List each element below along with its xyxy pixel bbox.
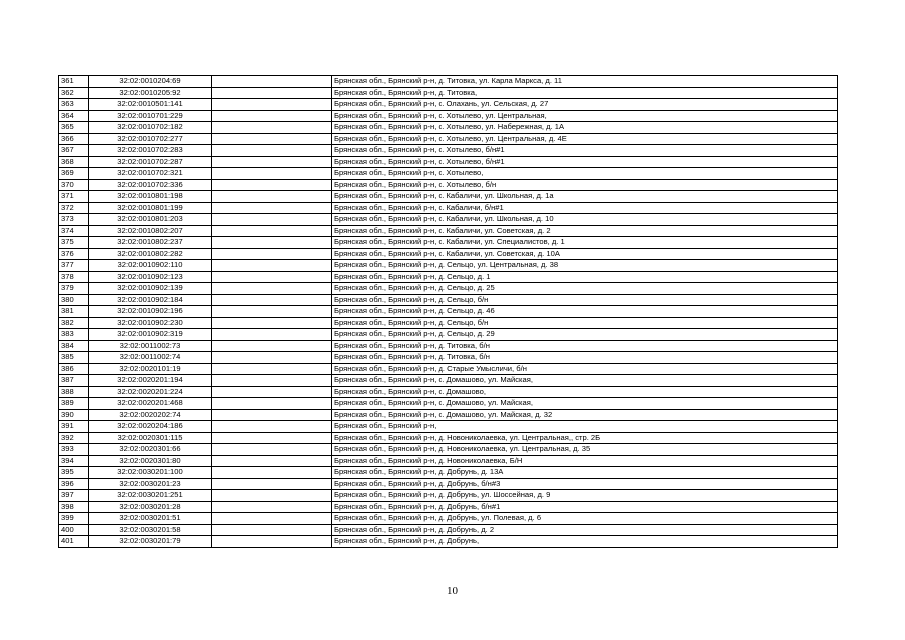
row-number-cell: 361 bbox=[59, 76, 89, 88]
address-cell: Брянская обл., Брянский р-н, д. Сельцо, д. 29 bbox=[332, 329, 838, 341]
table-row bbox=[59, 432, 838, 444]
table-row bbox=[59, 490, 838, 502]
table-row bbox=[59, 87, 838, 99]
empty-cell bbox=[212, 444, 332, 456]
empty-cell bbox=[212, 421, 332, 433]
row-number-cell: 374 bbox=[59, 225, 89, 237]
table-row bbox=[59, 202, 838, 214]
empty-cell bbox=[212, 237, 332, 249]
empty-cell bbox=[212, 478, 332, 490]
table-row bbox=[59, 478, 838, 490]
empty-cell bbox=[212, 375, 332, 387]
table-row bbox=[59, 133, 838, 145]
address-cell: Брянская обл., Брянский р-н, с. Хотылево, б/н#1 bbox=[332, 145, 838, 157]
row-number-cell: 384 bbox=[59, 340, 89, 352]
row-number-cell: 382 bbox=[59, 317, 89, 329]
row-number-cell: 379 bbox=[59, 283, 89, 295]
registry-table-body bbox=[59, 76, 838, 548]
empty-cell bbox=[212, 363, 332, 375]
address-cell: Брянская обл., Брянский р-н, с. Кабаличи, б/н#1 bbox=[332, 202, 838, 214]
table-row bbox=[59, 375, 838, 387]
cadastral-number-cell: 32:02:0010802:237 bbox=[89, 237, 212, 249]
cadastral-number-cell: 32:02:0030201:251 bbox=[89, 490, 212, 502]
address-cell: Брянская обл., Брянский р-н, д. Новониколаевка, ул. Центральная,, стр. 2Б bbox=[332, 432, 838, 444]
cadastral-number-cell: 32:02:0011002:73 bbox=[89, 340, 212, 352]
row-number-cell: 388 bbox=[59, 386, 89, 398]
cadastral-number-cell: 32:02:0030201:58 bbox=[89, 524, 212, 536]
empty-cell bbox=[212, 225, 332, 237]
cadastral-number-cell: 32:02:0010802:207 bbox=[89, 225, 212, 237]
cadastral-number-cell: 32:02:0010501:141 bbox=[89, 99, 212, 111]
address-cell: Брянская обл., Брянский р-н, д. Титовка, ул. Карла Маркса, д. 11 bbox=[332, 76, 838, 88]
row-number-cell: 363 bbox=[59, 99, 89, 111]
cadastral-number-cell: 32:02:0030201:51 bbox=[89, 513, 212, 525]
row-number-cell: 366 bbox=[59, 133, 89, 145]
address-cell: Брянская обл., Брянский р-н, с. Хотылево, ул. Центральная, д. 4Е bbox=[332, 133, 838, 145]
table-row bbox=[59, 214, 838, 226]
empty-cell bbox=[212, 76, 332, 88]
table-row bbox=[59, 421, 838, 433]
table-row bbox=[59, 260, 838, 272]
row-number-cell: 395 bbox=[59, 467, 89, 479]
row-number-cell: 378 bbox=[59, 271, 89, 283]
cadastral-number-cell: 32:02:0010801:203 bbox=[89, 214, 212, 226]
row-number-cell: 394 bbox=[59, 455, 89, 467]
row-number-cell: 389 bbox=[59, 398, 89, 410]
row-number-cell: 393 bbox=[59, 444, 89, 456]
cadastral-number-cell: 32:02:0010204:69 bbox=[89, 76, 212, 88]
empty-cell bbox=[212, 168, 332, 180]
cadastral-number-cell: 32:02:0011002:74 bbox=[89, 352, 212, 364]
address-cell: Брянская обл., Брянский р-н, д. Титовка, б/н bbox=[332, 352, 838, 364]
cadastral-number-cell: 32:02:0010205:92 bbox=[89, 87, 212, 99]
table-row bbox=[59, 340, 838, 352]
cadastral-number-cell: 32:02:0030201:23 bbox=[89, 478, 212, 490]
address-cell: Брянская обл., Брянский р-н, д. Сельцо, д. 25 bbox=[332, 283, 838, 295]
registry-table bbox=[58, 75, 838, 548]
address-cell: Брянская обл., Брянский р-н, с. Хотылево, б/н#1 bbox=[332, 156, 838, 168]
cadastral-number-cell: 32:02:0020301:66 bbox=[89, 444, 212, 456]
address-cell: Брянская обл., Брянский р-н, с. Домашово, ул. Майская, bbox=[332, 398, 838, 410]
cadastral-number-cell: 32:02:0020204:186 bbox=[89, 421, 212, 433]
cadastral-number-cell: 32:02:0010702:277 bbox=[89, 133, 212, 145]
empty-cell bbox=[212, 145, 332, 157]
table-row bbox=[59, 398, 838, 410]
table-row bbox=[59, 352, 838, 364]
address-cell: Брянская обл., Брянский р-н, с. Домашово, bbox=[332, 386, 838, 398]
address-cell: Брянская обл., Брянский р-н, д. Новониколаевка, Б/Н bbox=[332, 455, 838, 467]
empty-cell bbox=[212, 398, 332, 410]
table-row bbox=[59, 306, 838, 318]
cadastral-number-cell: 32:02:0010702:287 bbox=[89, 156, 212, 168]
address-cell: Брянская обл., Брянский р-н, с. Кабаличи, ул. Школьная, д. 1а bbox=[332, 191, 838, 203]
address-cell: Брянская обл., Брянский р-н, д. Новониколаевка, ул. Центральная, д. 35 bbox=[332, 444, 838, 456]
address-cell: Брянская обл., Брянский р-н, с. Кабаличи, ул. Советская, д. 2 bbox=[332, 225, 838, 237]
table-row bbox=[59, 110, 838, 122]
address-cell: Брянская обл., Брянский р-н, bbox=[332, 421, 838, 433]
row-number-cell: 385 bbox=[59, 352, 89, 364]
empty-cell bbox=[212, 271, 332, 283]
empty-cell bbox=[212, 133, 332, 145]
empty-cell bbox=[212, 317, 332, 329]
table-row bbox=[59, 179, 838, 191]
row-number-cell: 391 bbox=[59, 421, 89, 433]
table-row bbox=[59, 248, 838, 260]
empty-cell bbox=[212, 191, 332, 203]
table-row bbox=[59, 156, 838, 168]
empty-cell bbox=[212, 283, 332, 295]
empty-cell bbox=[212, 260, 332, 272]
table-row bbox=[59, 99, 838, 111]
table-row bbox=[59, 225, 838, 237]
row-number-cell: 372 bbox=[59, 202, 89, 214]
row-number-cell: 365 bbox=[59, 122, 89, 134]
cadastral-number-cell: 32:02:0030201:79 bbox=[89, 536, 212, 548]
empty-cell bbox=[212, 156, 332, 168]
row-number-cell: 377 bbox=[59, 260, 89, 272]
empty-cell bbox=[212, 501, 332, 513]
address-cell: Брянская обл., Брянский р-н, д. Добрунь, б/н#1 bbox=[332, 501, 838, 513]
table-row bbox=[59, 467, 838, 479]
address-cell: Брянская обл., Брянский р-н, д. Добрунь, ул. Шоссейная, д. 9 bbox=[332, 490, 838, 502]
row-number-cell: 381 bbox=[59, 306, 89, 318]
cadastral-number-cell: 32:02:0010701:229 bbox=[89, 110, 212, 122]
cadastral-number-cell: 32:02:0010902:139 bbox=[89, 283, 212, 295]
table-row bbox=[59, 455, 838, 467]
cadastral-number-cell: 32:02:0010702:283 bbox=[89, 145, 212, 157]
empty-cell bbox=[212, 214, 332, 226]
table-row bbox=[59, 294, 838, 306]
row-number-cell: 399 bbox=[59, 513, 89, 525]
address-cell: Брянская обл., Брянский р-н, д. Добрунь, д. 2 bbox=[332, 524, 838, 536]
empty-cell bbox=[212, 110, 332, 122]
empty-cell bbox=[212, 306, 332, 318]
cadastral-number-cell: 32:02:0010902:319 bbox=[89, 329, 212, 341]
cadastral-number-cell: 32:02:0010902:196 bbox=[89, 306, 212, 318]
cadastral-number-cell: 32:02:0020201:224 bbox=[89, 386, 212, 398]
table-row bbox=[59, 513, 838, 525]
table-row bbox=[59, 317, 838, 329]
address-cell: Брянская обл., Брянский р-н, д. Добрунь, bbox=[332, 536, 838, 548]
row-number-cell: 387 bbox=[59, 375, 89, 387]
empty-cell bbox=[212, 202, 332, 214]
table-row bbox=[59, 536, 838, 548]
table-row bbox=[59, 524, 838, 536]
empty-cell bbox=[212, 432, 332, 444]
address-cell: Брянская обл., Брянский р-н, д. Добрунь, ул. Полевая, д. 6 bbox=[332, 513, 838, 525]
address-cell: Брянская обл., Брянский р-н, д. Сельцо, б/н bbox=[332, 317, 838, 329]
row-number-cell: 383 bbox=[59, 329, 89, 341]
empty-cell bbox=[212, 340, 332, 352]
cadastral-number-cell: 32:02:0010902:123 bbox=[89, 271, 212, 283]
table-row bbox=[59, 409, 838, 421]
row-number-cell: 392 bbox=[59, 432, 89, 444]
empty-cell bbox=[212, 536, 332, 548]
row-number-cell: 397 bbox=[59, 490, 89, 502]
address-cell: Брянская обл., Брянский р-н, с. Хотылево, ул. Набережная, д. 1А bbox=[332, 122, 838, 134]
empty-cell bbox=[212, 87, 332, 99]
row-number-cell: 368 bbox=[59, 156, 89, 168]
address-cell: Брянская обл., Брянский р-н, с. Кабаличи, ул. Специалистов, д. 1 bbox=[332, 237, 838, 249]
address-cell: Брянская обл., Брянский р-н, д. Сельцо, д. 46 bbox=[332, 306, 838, 318]
table-row bbox=[59, 363, 838, 375]
row-number-cell: 369 bbox=[59, 168, 89, 180]
row-number-cell: 396 bbox=[59, 478, 89, 490]
address-cell: Брянская обл., Брянский р-н, с. Кабаличи, ул. Советская, д. 10А bbox=[332, 248, 838, 260]
row-number-cell: 371 bbox=[59, 191, 89, 203]
page-number: 10 bbox=[447, 585, 458, 597]
table-row bbox=[59, 122, 838, 134]
table-row bbox=[59, 237, 838, 249]
empty-cell bbox=[212, 179, 332, 191]
row-number-cell: 362 bbox=[59, 87, 89, 99]
table-row bbox=[59, 271, 838, 283]
address-cell: Брянская обл., Брянский р-н, д. Сельцо, ул. Центральная, д. 38 bbox=[332, 260, 838, 272]
cadastral-number-cell: 32:02:0010802:282 bbox=[89, 248, 212, 260]
cadastral-number-cell: 32:02:0010702:182 bbox=[89, 122, 212, 134]
cadastral-number-cell: 32:02:0010902:230 bbox=[89, 317, 212, 329]
empty-cell bbox=[212, 409, 332, 421]
address-cell: Брянская обл., Брянский р-н, д. Добрунь, д. 13А bbox=[332, 467, 838, 479]
row-number-cell: 390 bbox=[59, 409, 89, 421]
empty-cell bbox=[212, 490, 332, 502]
table-row bbox=[59, 76, 838, 88]
address-cell: Брянская обл., Брянский р-н, с. Хотылево, bbox=[332, 168, 838, 180]
table-row bbox=[59, 191, 838, 203]
table-row bbox=[59, 168, 838, 180]
table-row bbox=[59, 386, 838, 398]
row-number-cell: 380 bbox=[59, 294, 89, 306]
address-cell: Брянская обл., Брянский р-н, с. Олахань, ул. Сельская, д. 27 bbox=[332, 99, 838, 111]
cadastral-number-cell: 32:02:0020201:468 bbox=[89, 398, 212, 410]
cadastral-number-cell: 32:02:0020301:115 bbox=[89, 432, 212, 444]
row-number-cell: 401 bbox=[59, 536, 89, 548]
row-number-cell: 376 bbox=[59, 248, 89, 260]
empty-cell bbox=[212, 352, 332, 364]
address-cell: Брянская обл., Брянский р-н, д. Титовка, bbox=[332, 87, 838, 99]
address-cell: Брянская обл., Брянский р-н, с. Домашово, ул. Майская, bbox=[332, 375, 838, 387]
empty-cell bbox=[212, 122, 332, 134]
cadastral-number-cell: 32:02:0020301:80 bbox=[89, 455, 212, 467]
cadastral-number-cell: 32:02:0020201:194 bbox=[89, 375, 212, 387]
empty-cell bbox=[212, 294, 332, 306]
cadastral-number-cell: 32:02:0010702:321 bbox=[89, 168, 212, 180]
address-cell: Брянская обл., Брянский р-н, с. Хотылево, б/н bbox=[332, 179, 838, 191]
empty-cell bbox=[212, 248, 332, 260]
empty-cell bbox=[212, 513, 332, 525]
address-cell: Брянская обл., Брянский р-н, с. Кабаличи, ул. Школьная, д. 10 bbox=[332, 214, 838, 226]
address-cell: Брянская обл., Брянский р-н, д. Старые Умысличи, б/н bbox=[332, 363, 838, 375]
table-row bbox=[59, 444, 838, 456]
address-cell: Брянская обл., Брянский р-н, д. Добрунь, б/н#3 bbox=[332, 478, 838, 490]
address-cell: Брянская обл., Брянский р-н, д. Сельцо, д. 1 bbox=[332, 271, 838, 283]
table-row bbox=[59, 145, 838, 157]
row-number-cell: 364 bbox=[59, 110, 89, 122]
empty-cell bbox=[212, 467, 332, 479]
cadastral-number-cell: 32:02:0020202:74 bbox=[89, 409, 212, 421]
row-number-cell: 398 bbox=[59, 501, 89, 513]
table-row bbox=[59, 329, 838, 341]
table-row bbox=[59, 283, 838, 295]
empty-cell bbox=[212, 329, 332, 341]
empty-cell bbox=[212, 386, 332, 398]
empty-cell bbox=[212, 99, 332, 111]
row-number-cell: 400 bbox=[59, 524, 89, 536]
empty-cell bbox=[212, 524, 332, 536]
row-number-cell: 375 bbox=[59, 237, 89, 249]
cadastral-number-cell: 32:02:0010801:198 bbox=[89, 191, 212, 203]
cadastral-number-cell: 32:02:0010902:184 bbox=[89, 294, 212, 306]
row-number-cell: 373 bbox=[59, 214, 89, 226]
row-number-cell: 386 bbox=[59, 363, 89, 375]
cadastral-number-cell: 32:02:0030201:28 bbox=[89, 501, 212, 513]
address-cell: Брянская обл., Брянский р-н, д. Титовка, б/н bbox=[332, 340, 838, 352]
cadastral-number-cell: 32:02:0020101:19 bbox=[89, 363, 212, 375]
table-row bbox=[59, 501, 838, 513]
cadastral-number-cell: 32:02:0010702:336 bbox=[89, 179, 212, 191]
empty-cell bbox=[212, 455, 332, 467]
cadastral-number-cell: 32:02:0010902:110 bbox=[89, 260, 212, 272]
cadastral-number-cell: 32:02:0010801:199 bbox=[89, 202, 212, 214]
address-cell: Брянская обл., Брянский р-н, с. Хотылево, ул. Центральная, bbox=[332, 110, 838, 122]
address-cell: Брянская обл., Брянский р-н, с. Домашово, ул. Майская, д. 32 bbox=[332, 409, 838, 421]
address-cell: Брянская обл., Брянский р-н, д. Сельцо, б/н bbox=[332, 294, 838, 306]
row-number-cell: 367 bbox=[59, 145, 89, 157]
cadastral-number-cell: 32:02:0030201:100 bbox=[89, 467, 212, 479]
row-number-cell: 370 bbox=[59, 179, 89, 191]
